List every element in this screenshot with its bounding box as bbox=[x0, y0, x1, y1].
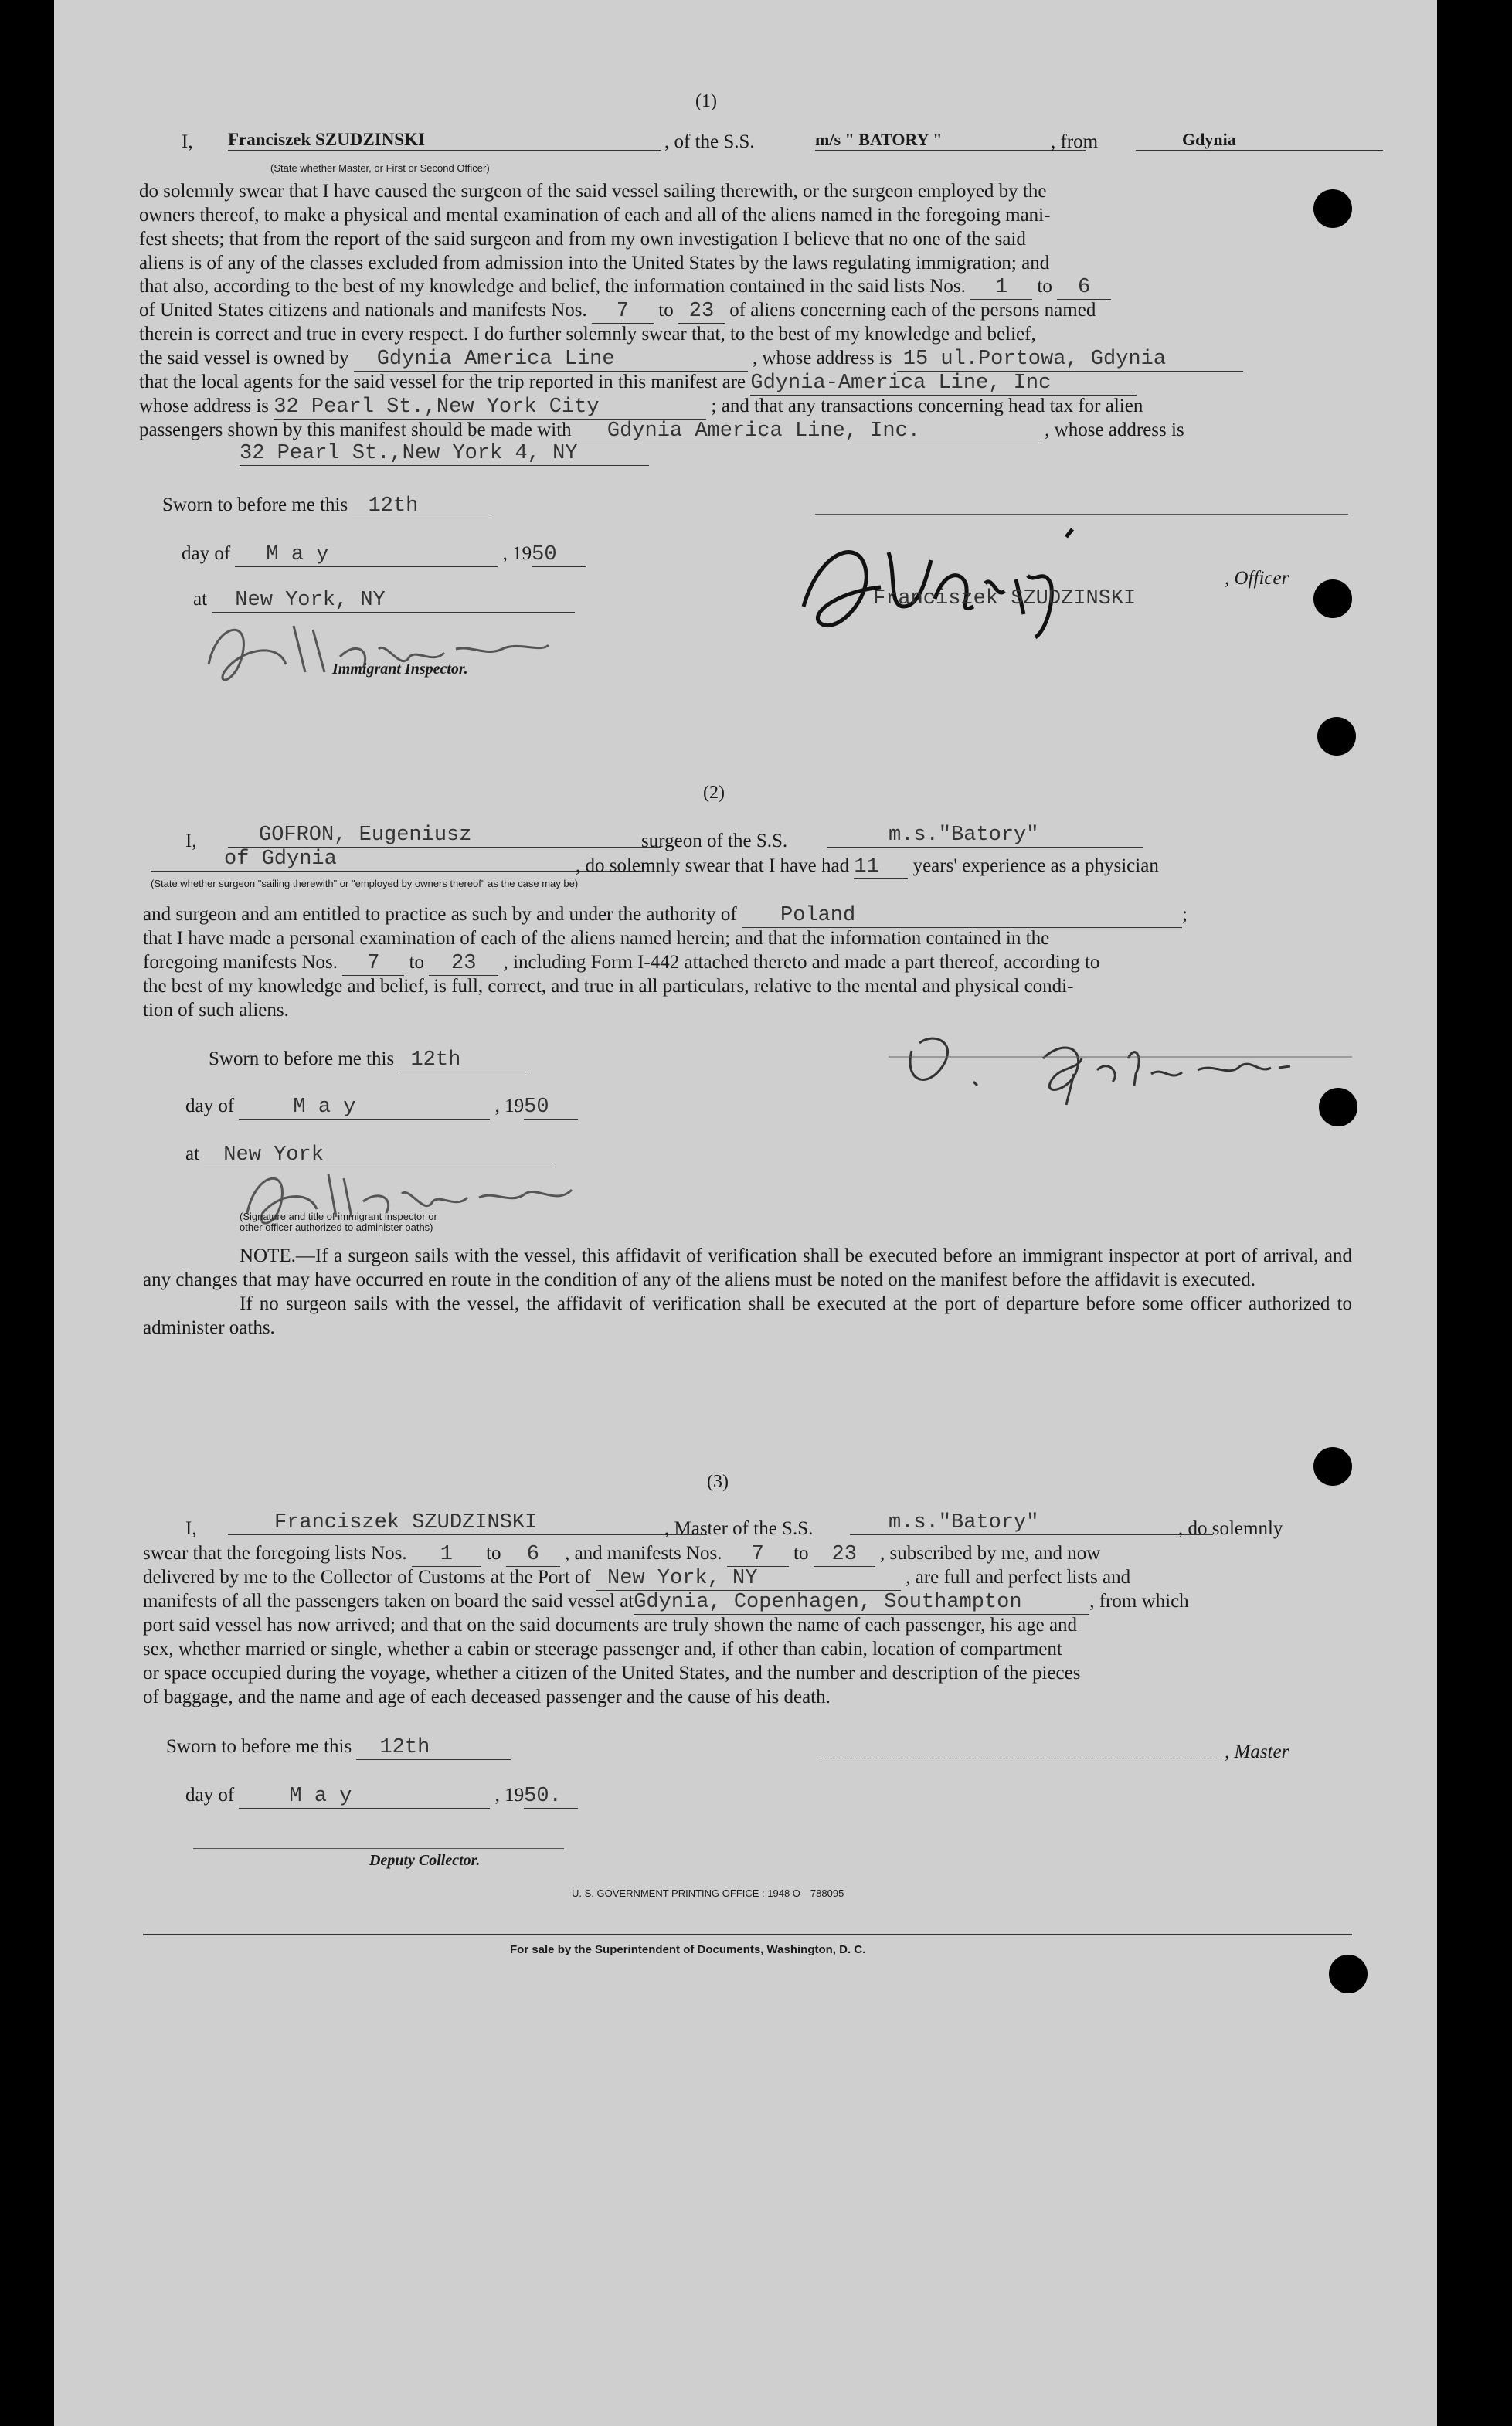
sec3-line-4b: , from which bbox=[1089, 1591, 1189, 1612]
sec1-day-of-label: day of bbox=[182, 543, 231, 564]
sec1-line-6b: of aliens concerning each of the persons named bbox=[729, 300, 1096, 321]
sec3-year: 50. bbox=[524, 1785, 578, 1809]
sec1-day-of bbox=[182, 543, 586, 567]
manifest-page bbox=[54, 0, 1437, 2426]
sec1-to-word: to bbox=[1037, 276, 1052, 297]
sec2-sworn-day: 12th bbox=[399, 1048, 530, 1072]
sec2-years-text: years' experience as a physician bbox=[912, 855, 1159, 876]
sec1-sworn bbox=[162, 494, 491, 518]
sec1-sworn-label: Sworn to before me this bbox=[162, 494, 348, 515]
sec3-year-prefix: , 19 bbox=[494, 1785, 525, 1806]
sec1-lists-from: 1 bbox=[970, 276, 1032, 300]
punch-hole bbox=[1317, 717, 1356, 756]
sec3-line-2a: swear that the foregoing lists Nos. bbox=[143, 1543, 407, 1564]
gpo-imprint: U. S. GOVERNMENT PRINTING OFFICE : 1948 O—788095 bbox=[572, 1887, 844, 1899]
sec3-ports: Gdynia, Copenhagen, Southampton bbox=[634, 1591, 1089, 1615]
sec2-swear bbox=[576, 855, 1159, 879]
sec1-line-5-text: that also, according to the best of my knowledge and belief, the information contained in the said lists Nos. bbox=[139, 276, 966, 297]
sec1-officer-signature bbox=[773, 506, 1143, 661]
sec1-at-label: at bbox=[193, 589, 208, 610]
sec1-place: New York, NY bbox=[212, 589, 575, 613]
sec1-line-3: fest sheets; that from the report of the said surgeon and from my own investigation I believe that no one of the said bbox=[139, 229, 1026, 250]
sec1-headtax: Gdynia America Line, Inc. bbox=[576, 420, 1040, 443]
sec1-i: I, bbox=[182, 131, 193, 152]
sec3-port: New York, NY bbox=[596, 1567, 901, 1591]
sec1-inspector-signature bbox=[178, 595, 579, 703]
sec2-line-5a: foregoing manifests Nos. bbox=[143, 952, 338, 973]
sec3-deputy-signature-line bbox=[193, 1848, 564, 1849]
sec3-line-2b: , and manifests Nos. bbox=[565, 1543, 722, 1564]
sec1-vessel-name: m/s " BATORY " bbox=[815, 130, 1086, 151]
sec1-owner-address: 15 ul.Portowa, Gdynia bbox=[897, 348, 1243, 372]
sec3-sworn bbox=[166, 1736, 511, 1760]
sec1-line-9a: that the local agents for the said vessel for the trip reported in this manifest are bbox=[139, 372, 746, 392]
sec1-agents: Gdynia-America Line, Inc bbox=[750, 372, 1137, 396]
sec2-line-3a: and surgeon and am entitled to practice as such by and under the authority of bbox=[143, 904, 737, 925]
sec1-manifests-from: 7 bbox=[592, 300, 654, 324]
punch-hole bbox=[1313, 189, 1352, 228]
sec1-officer-name: Franciszek SZUDZINSKI bbox=[228, 130, 661, 151]
sec3-line-6: sex, whether married or single, whether a cabin or steerage passenger and, if other than cabin, location of compartment bbox=[143, 1639, 1062, 1660]
sec1-line-10 bbox=[139, 396, 1143, 420]
sec2-to-word: to bbox=[409, 952, 424, 973]
sec1-owner: Gdynia America Line bbox=[354, 348, 748, 372]
footer-rule bbox=[143, 1934, 1352, 1935]
sec1-line-6 bbox=[139, 300, 1096, 324]
section-3-number: (3) bbox=[707, 1472, 729, 1492]
section-1-number: (1) bbox=[695, 91, 717, 111]
sec2-manifests-to: 23 bbox=[429, 952, 498, 976]
sec1-line-10a: whose address is bbox=[139, 396, 270, 416]
sec1-headtax-address: 32 Pearl St.,New York 4, NY bbox=[240, 442, 649, 466]
sec3-line-8: of baggage, and the name and age of each deceased passenger and the cause of his death. bbox=[143, 1687, 831, 1707]
sec2-line-5b: , including Form I-442 attached thereto and made a part thereof, according to bbox=[503, 952, 1100, 973]
sec3-day-of-label: day of bbox=[185, 1785, 235, 1806]
sec3-sworn-day: 12th bbox=[356, 1736, 511, 1760]
sec2-i: I, bbox=[185, 831, 197, 851]
sec3-manifests-to: 23 bbox=[814, 1543, 875, 1567]
sec2-authority: Poland bbox=[742, 904, 1182, 928]
sec1-line-7: therein is correct and true in every respect. I do further solemnly swear that, to the best of my knowledge and belief, bbox=[139, 324, 1036, 345]
sec3-master-name: Franciszek SZUDZINSKI bbox=[228, 1511, 707, 1535]
sec2-note-p1: NOTE.—If a surgeon sails with the vessel, this affidavit of verification shall be executed before an immigrant inspector at port of arrival, and any changes that may have occurred en route in the condition of any of the aliens must be noted on the manifest before the affidavit is executed. bbox=[143, 1245, 1352, 1290]
sec3-lists-from: 1 bbox=[412, 1543, 481, 1567]
sec2-surgeon-signature bbox=[889, 1012, 1352, 1113]
sec2-sig-note-1: (Signature and title of immigrant inspector or bbox=[240, 1211, 437, 1222]
sec3-day-of bbox=[185, 1785, 578, 1809]
sec2-note-p2: If no surgeon sails with the vessel, the affidavit of verification shall be executed at the port of departure before some officer authorized to administer oaths. bbox=[143, 1293, 1352, 1338]
sec2-day-of bbox=[185, 1096, 578, 1120]
sec1-line-8b: , whose address is bbox=[752, 348, 892, 369]
sec1-line-6a: of United States citizens and nationals and manifests Nos. bbox=[139, 300, 587, 321]
sec2-year: 50 bbox=[524, 1096, 578, 1120]
sec2-sworn-label: Sworn to before me this bbox=[209, 1048, 395, 1069]
sec3-vessel: m.s."Batory" bbox=[850, 1511, 1213, 1535]
sec2-years: 11 bbox=[854, 855, 908, 879]
sec1-year-prefix: , 19 bbox=[502, 543, 532, 564]
sec2-line-5 bbox=[143, 952, 1099, 976]
sec2-at-label: at bbox=[185, 1143, 200, 1164]
sec1-paragraph bbox=[139, 179, 1348, 275]
sec2-sworn bbox=[209, 1048, 530, 1072]
sec3-manifests-from: 7 bbox=[727, 1543, 789, 1567]
sec3-master-label: , Master bbox=[1225, 1741, 1289, 1762]
sec1-line-8 bbox=[139, 348, 1243, 372]
sec1-line-11b: , whose address is bbox=[1045, 420, 1184, 440]
sec1-to-word-2: to bbox=[658, 300, 674, 321]
sec2-note bbox=[143, 1244, 1352, 1340]
sec1-line-11 bbox=[139, 420, 1184, 443]
sec2-of-port: of Gdynia bbox=[151, 848, 641, 872]
punch-hole bbox=[1313, 1447, 1352, 1486]
sec1-agents-address: 32 Pearl St.,New York City bbox=[274, 396, 706, 420]
sec2-surgeon-note: (State whether surgeon "sailing therewith" or "employed by owners thereof" as the case may be) bbox=[151, 878, 579, 889]
sec2-surgeon-of: surgeon of the S.S. bbox=[641, 831, 788, 851]
sec2-year-prefix: , 19 bbox=[494, 1096, 525, 1116]
sec1-line-1: do solemnly swear that I have caused the surgeon of the said vessel sailing therewith, or the surgeon employed by the bbox=[139, 181, 1047, 202]
sec3-do-solemnly: , do solemnly bbox=[1178, 1518, 1283, 1539]
sec1-year: 50 bbox=[532, 543, 586, 567]
sec3-line-3a: delivered by me to the Collector of Customs at the Port of bbox=[143, 1567, 591, 1588]
sec3-line-5: port said vessel has now arrived; and that on the said documents are truly shown the name of each passenger, his age and bbox=[143, 1615, 1078, 1636]
sec3-master-of: , Master of the S.S. bbox=[664, 1518, 814, 1539]
sec3-line-2 bbox=[143, 1543, 1100, 1567]
sec2-line-4: that I have made a personal examination of each of the aliens named herein; and that the information contained in the bbox=[143, 928, 1050, 949]
sec1-officer-typed-name: Franciszek SZUDZINSKI bbox=[873, 587, 1137, 610]
sec2-month: M a y bbox=[239, 1096, 490, 1120]
sec1-manifests-to: 23 bbox=[678, 300, 725, 324]
sec2-place: New York bbox=[204, 1143, 556, 1167]
sec1-officer-note: (State whether Master, or First or Second Officer) bbox=[270, 162, 490, 174]
sec2-signature-note bbox=[240, 1211, 437, 1233]
sec1-port: Gdynia bbox=[1136, 130, 1383, 151]
sec1-from: , from bbox=[1051, 131, 1099, 152]
sec3-month: M a y bbox=[239, 1785, 490, 1809]
sec2-sig-note-2: other officer authorized to administer oaths) bbox=[240, 1221, 433, 1233]
sec1-line-5 bbox=[139, 276, 1111, 300]
sec3-line-3b: , are full and perfect lists and bbox=[906, 1567, 1131, 1588]
punch-hole bbox=[1319, 1088, 1357, 1126]
sec3-i: I, bbox=[185, 1518, 197, 1539]
sec3-to-word-2: to bbox=[793, 1543, 809, 1564]
sec1-officer-label: , Officer bbox=[1225, 568, 1289, 589]
sec2-line-6: the best of my knowledge and belief, is full, correct, and true in all particulars, relative to the mental and physical condi- bbox=[143, 976, 1074, 997]
sec2-day-of-label: day of bbox=[185, 1096, 235, 1116]
sec3-deputy-label: Deputy Collector. bbox=[369, 1852, 481, 1869]
sec1-line-2: owners thereof, to make a physical and mental examination of each and all of the aliens named in the foregoing mani- bbox=[139, 205, 1051, 226]
sec2-swear-text: , do solemnly swear that I have had bbox=[576, 855, 850, 876]
sec1-line-8a: the said vessel is owned by bbox=[139, 348, 349, 369]
sec3-line-3 bbox=[143, 1567, 1130, 1591]
sec3-line-2c: , subscribed by me, and now bbox=[879, 1543, 1101, 1564]
sec2-line-3: and surgeon and am entitled to practice as such by and under the authority of Poland ; bbox=[143, 904, 1188, 927]
sec1-month: M a y bbox=[235, 543, 498, 567]
sec1-lists-to: 6 bbox=[1057, 276, 1111, 300]
sec2-manifests-from: 7 bbox=[342, 952, 404, 976]
sec2-surgeon-name: GOFRON, Eugeniusz bbox=[228, 824, 661, 848]
sec1-inspector-label: Immigrant Inspector. bbox=[332, 661, 468, 678]
sec3-sworn-label: Sworn to before me this bbox=[166, 1736, 352, 1757]
sec2-vessel: m.s."Batory" bbox=[827, 824, 1143, 848]
sale-note: For sale by the Superintendent of Documents, Washington, D. C. bbox=[510, 1943, 866, 1956]
punch-hole bbox=[1313, 579, 1352, 618]
sec1-line-10b: ; and that any transactions concerning head tax for alien bbox=[711, 396, 1143, 416]
section-2-number: (2) bbox=[703, 783, 725, 803]
sec1-line-9 bbox=[139, 372, 1137, 396]
sec3-line-4a: manifests of all the passengers taken on board the said vessel at bbox=[143, 1591, 634, 1612]
sec1-line-11a: passengers shown by this manifest should be made with bbox=[139, 420, 572, 440]
sec1-sworn-day: 12th bbox=[352, 494, 491, 518]
sec1-of-ss: , of the S.S. bbox=[664, 131, 755, 152]
sec3-to-word: to bbox=[486, 1543, 501, 1564]
sec3-line-7: or space occupied during the voyage, whether a citizen of the United States, and the number and description of the pieces bbox=[143, 1663, 1081, 1684]
sec3-lists-to: 6 bbox=[506, 1543, 560, 1567]
sec2-line-7: tion of such aliens. bbox=[143, 1000, 289, 1021]
sec3-line-4 bbox=[143, 1591, 1189, 1615]
sec1-line-4: aliens is of any of the classes excluded from admission into the United States by the laws regulating immigration; and bbox=[139, 253, 1050, 274]
punch-hole bbox=[1329, 1955, 1368, 1993]
